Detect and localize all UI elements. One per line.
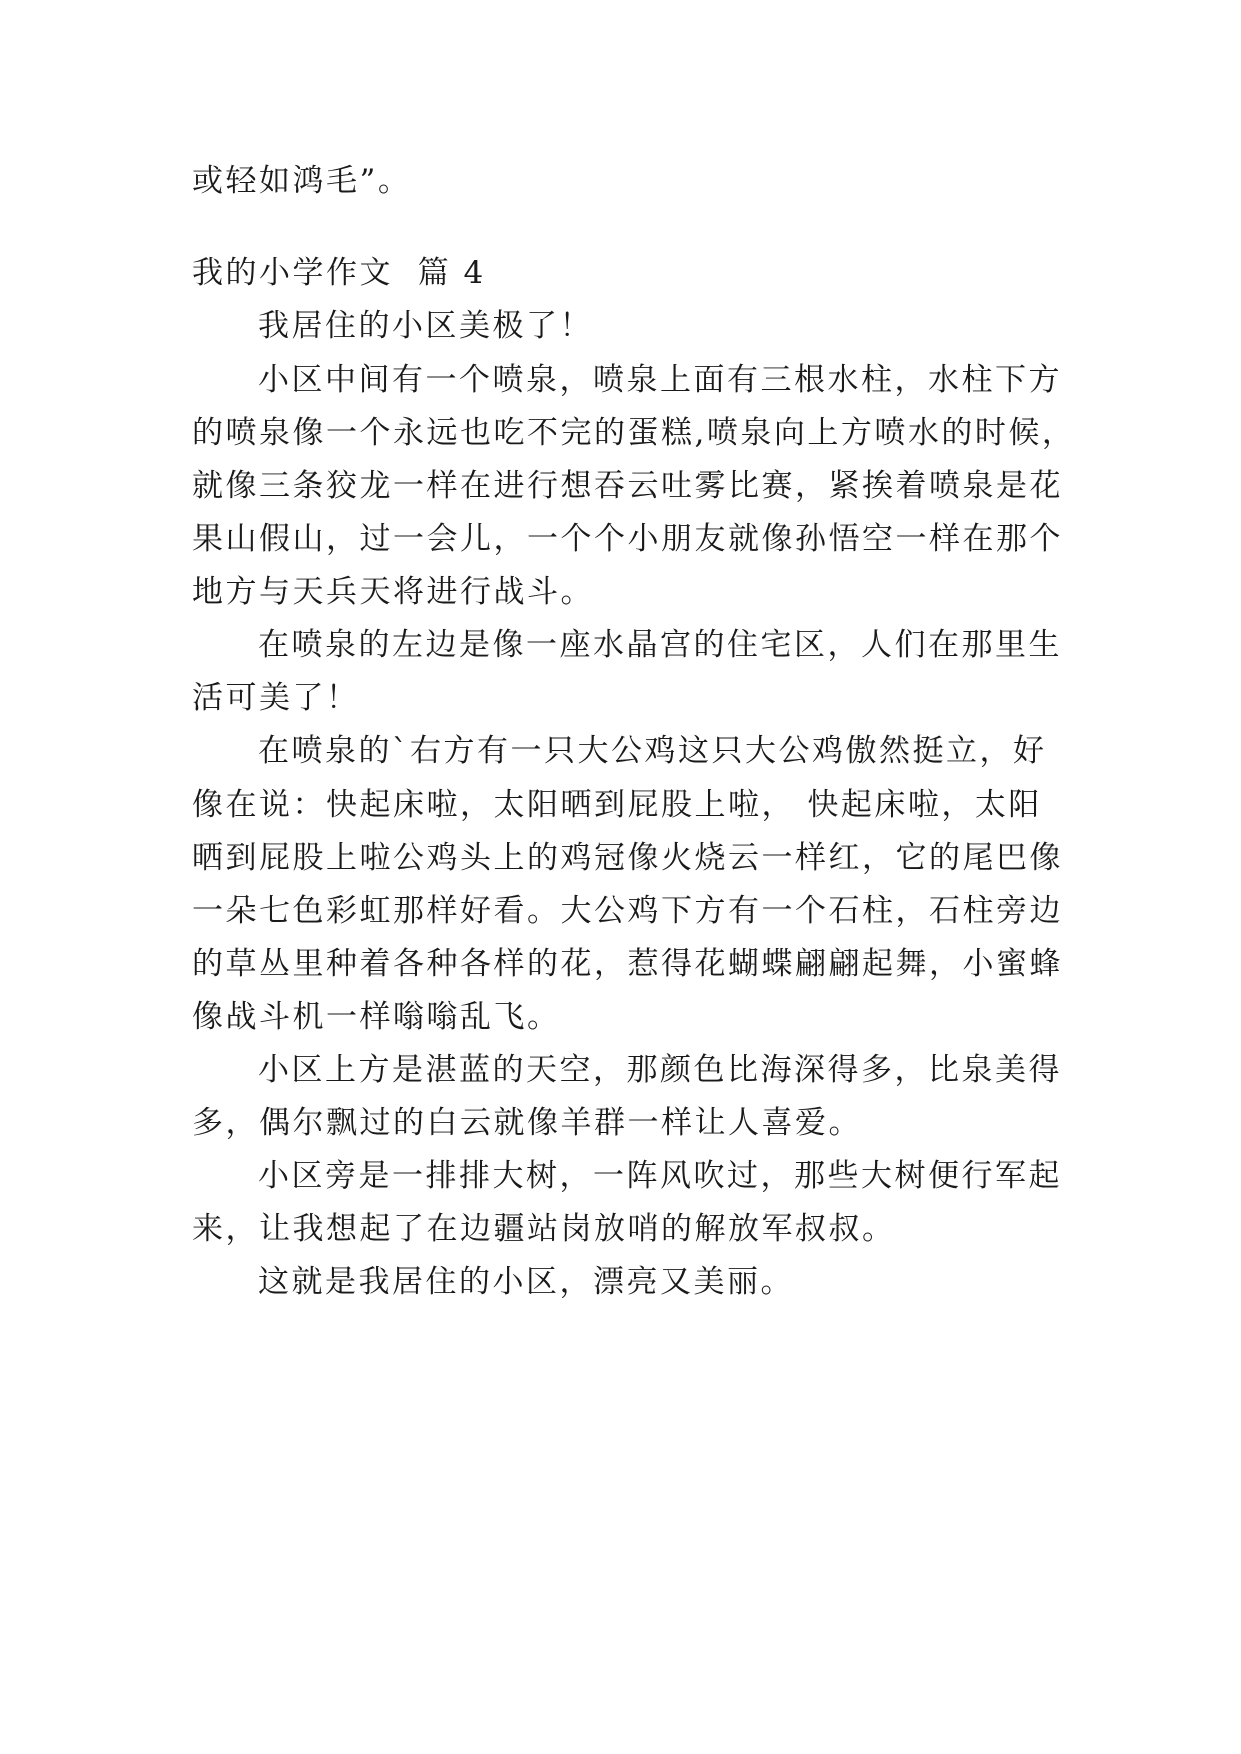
paragraph-line: 小区旁是一排排大树，一阵风吹过，那些大树便行军起 xyxy=(258,1158,1062,1194)
paragraph-line: 地方与天兵天将进行战斗。 xyxy=(192,574,594,610)
paragraph-line: 的喷泉像一个永远也吃不完的蛋糕,喷泉向上方喷水的时候， xyxy=(192,415,1076,451)
continuation-line: 或轻如鸿毛”。 xyxy=(192,163,412,199)
paragraph-line: 一朵七色彩虹那样好看。大公鸡下方有一个石柱，石柱旁边 xyxy=(192,893,1063,929)
paragraph-line: 果山假山，过一会儿，一个个小朋友就像孙悟空一样在那个 xyxy=(192,521,1063,557)
paragraph-line: 在喷泉的`右方有一只大公鸡这只大公鸡傲然挺立，好 xyxy=(258,733,1047,769)
paragraph-line: 小区中间有一个喷泉，喷泉上面有三根水柱，水柱下方 xyxy=(258,362,1062,398)
paragraph-line: 这就是我居住的小区，漂亮又美丽。 xyxy=(258,1264,794,1300)
paragraph-line: 来，让我想起了在边疆站岗放哨的解放军叔叔。 xyxy=(192,1211,896,1247)
paragraph-line: 就像三条狡龙一样在进行想吞云吐雾比赛，紧挨着喷泉是花 xyxy=(192,468,1063,504)
paragraph-line: 在喷泉的左边是像一座水晶宫的住宅区，人们在那里生 xyxy=(258,627,1062,663)
paragraph-line: 活可美了！ xyxy=(192,680,360,716)
paragraph-line: 晒到屁股上啦公鸡头上的鸡冠像火烧云一样红，它的尾巴像 xyxy=(192,840,1063,876)
essay-heading: 我的小学作文 篇 4 xyxy=(192,255,486,291)
paragraph-line: 像战斗机一样嗡嗡乱飞。 xyxy=(192,999,561,1035)
paragraph-line: 小区上方是湛蓝的天空，那颜色比海深得多，比泉美得 xyxy=(258,1052,1062,1088)
paragraph-line: 的草丛里种着各种各样的花，惹得花蝴蝶翩翩起舞，小蜜蜂 xyxy=(192,946,1063,982)
paragraph-line: 像在说：快起床啦，太阳晒到屁股上啦， 快起床啦，太阳 xyxy=(192,787,1042,823)
paragraph-line: 多，偶尔飘过的白云就像羊群一样让人喜爱。 xyxy=(192,1105,862,1141)
paragraph-line: 我居住的小区美极了！ xyxy=(258,308,593,344)
